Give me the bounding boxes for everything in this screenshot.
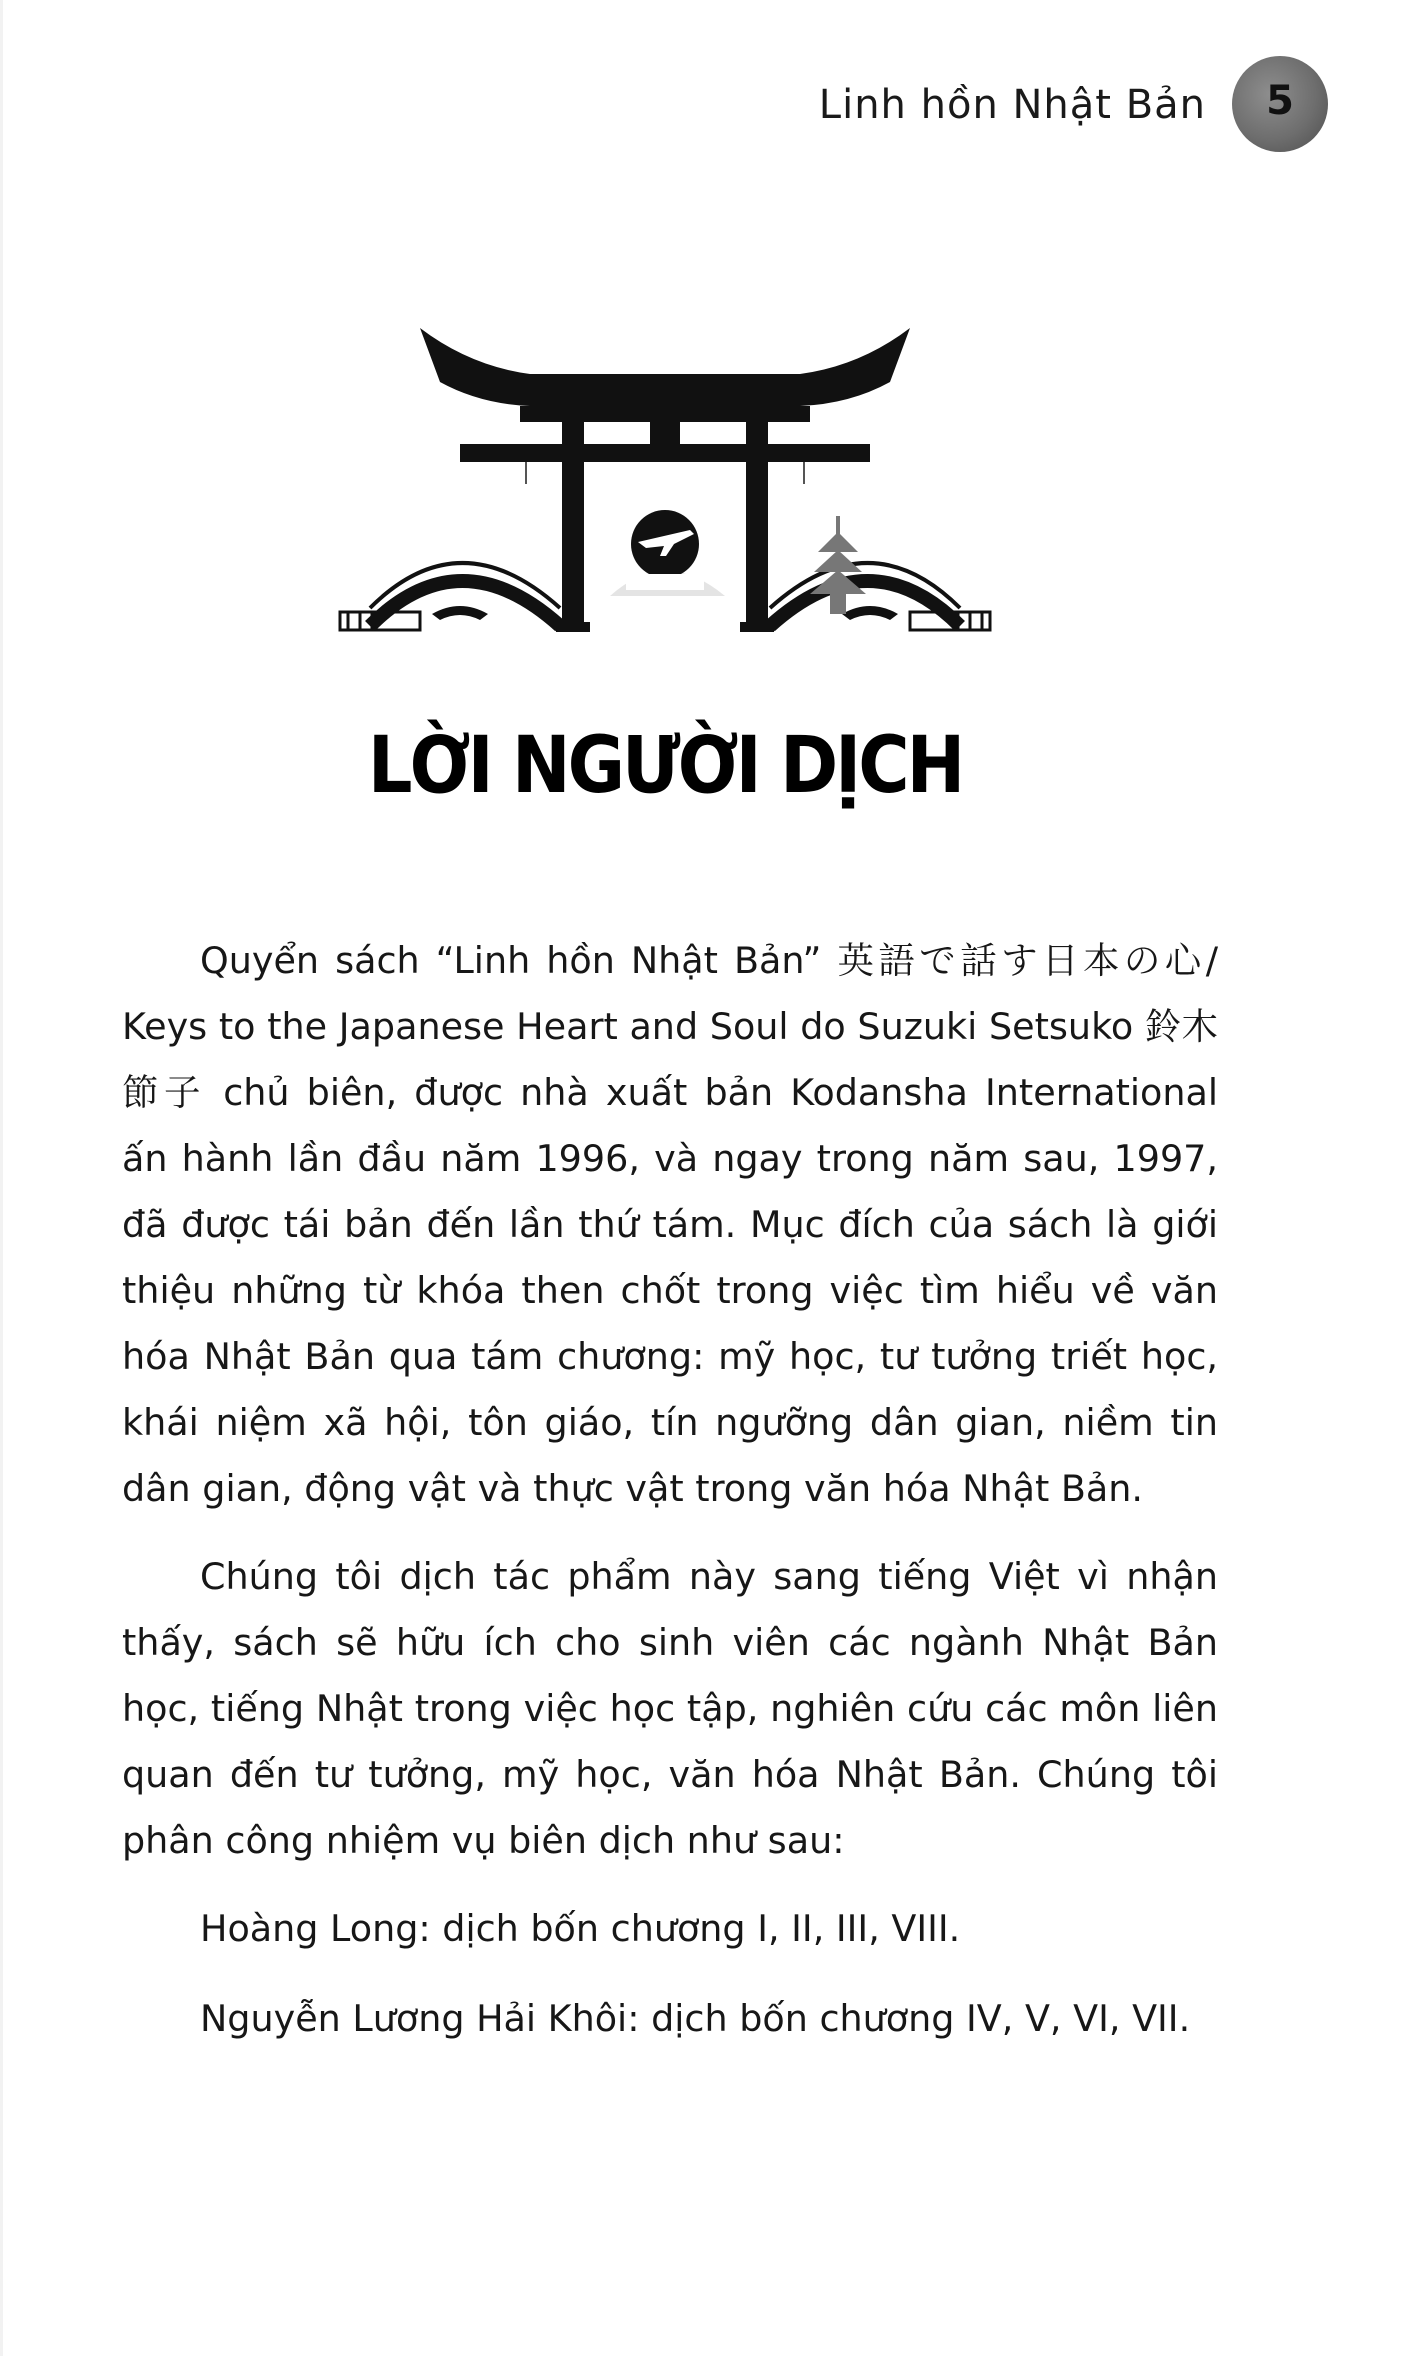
right-bridge-icon — [770, 563, 990, 630]
page-edge — [0, 0, 3, 2356]
chapter-title: LỜI NGƯỜI DỊCH — [367, 719, 963, 811]
left-bridge-icon — [340, 563, 560, 630]
page-number: 5 — [1266, 78, 1294, 124]
paragraph: Quyển sách “Linh hồn Nhật Bản” 英語で話す日本の心/ Keys to the Japanese Heart and Soul do Suzuki Setsuko 鈴木節子 chủ biên, được nhà xuất bản Kodansha International ấn hành lần đầu năm 1996, và ngay trong năm sau, 1997, đã được tái bản đến lần thứ tám. Mục đích của sách là giới thiệu những từ khóa then chốt trong việc tìm hiểu về văn hóa Nhật Bản qua tám chương: mỹ học, tư tưởng triết học, khái niệm xã hội, tôn giáo, tín ngưỡng dân gian, niềm tin dân gian, động vật và thực vật trong văn hóa Nhật Bản. — [122, 939, 1218, 1510]
translator-credit: Nguyễn Lương Hải Khôi: dịch bốn chương IV, V, VI, VII. — [200, 1997, 1191, 2040]
paragraph: Chúng tôi dịch tác phẩm này sang tiếng Việt vì nhận thấy, sách sẽ hữu ích cho sinh viên các ngành Nhật Bản học, tiếng Nhật trong việc học tập, nghiên cứu các môn liên quan đến tư tưởng, mỹ học, văn hóa Nhật Bản. Chúng tôi phân công nhiệm vụ biên dịch như sau: — [122, 1555, 1218, 1862]
running-title: Linh hồn Nhật Bản — [818, 82, 1206, 128]
translator-credit: Hoàng Long: dịch bốn chương I, II, III, VIII. — [200, 1907, 961, 1950]
torii-gate-icon — [330, 316, 1000, 656]
body-text — [122, 928, 1218, 2076]
